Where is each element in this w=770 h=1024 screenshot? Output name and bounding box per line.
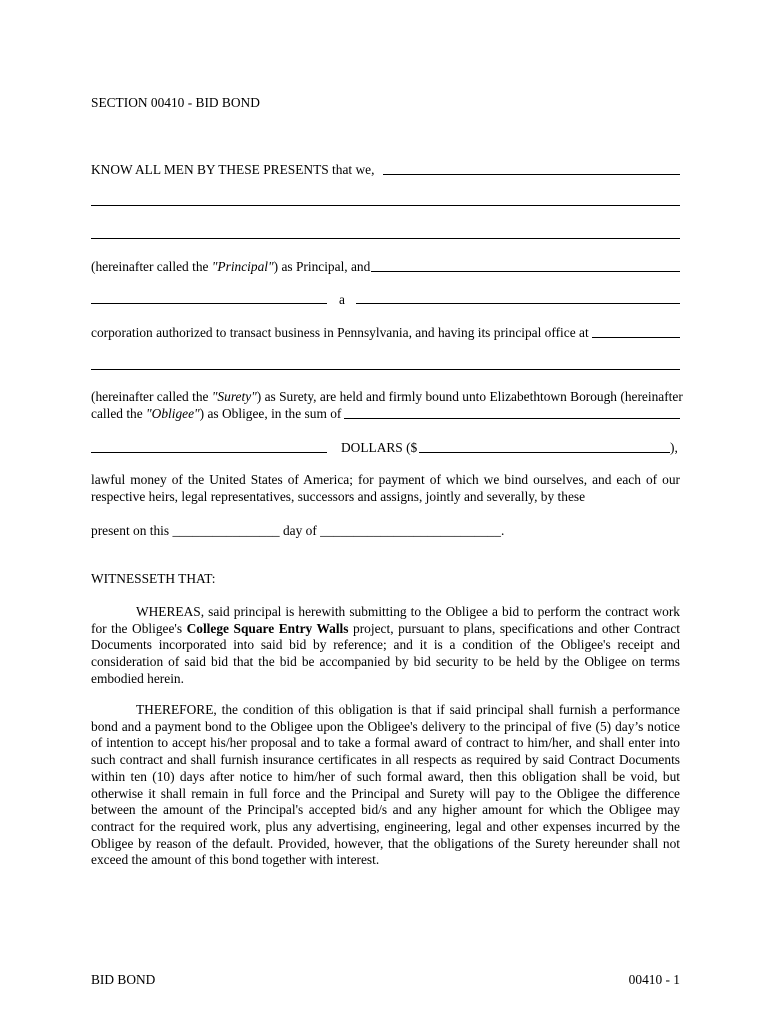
- present-line: present on this ________________ day of ___________________________.: [91, 523, 505, 538]
- sum-words-blank[interactable]: [344, 418, 680, 419]
- a-label: a: [339, 292, 345, 307]
- witnesseth-heading: WITNESSETH THAT:: [91, 571, 216, 586]
- month-blank[interactable]: ___________________________: [320, 523, 501, 538]
- principal-clause: (hereinafter called the "Principal") as Principal, and: [91, 259, 371, 274]
- therefore-paragraph: THEREFORE, the condition of this obligation is that if said principal shall furnish a performance bond and a payment bond to the Obligee upon the Obligee's delivery to the principal of five (5) day’s notice of intention to accept his/her proposal and to take a formal award of contract to him/her, and shall enter into such contract and shall furnish insurance certificates in all respects as required by said Contract Documents within ten (10) days after notice to him/her of such formal award, then this obligation shall be void, but otherwise it shall remain in full force and the Principal and Surety will pay to the Obligee the difference between the amount of the Principal's accepted bid/s and any higher amount for which the Obligee may contract for the required work, plus any advertising, engineering, legal and other expenses incurred by the Obligee by reason of the default. Provided, however, that the obligations of the Surety hereunder shall not exceed the amount of this bond together with interest.: [91, 702, 680, 868]
- dollars-close: ),: [670, 440, 678, 455]
- dollars-label: DOLLARS ($: [341, 440, 418, 455]
- obligee-clause: called the "Obligee") as Obligee, in the sum of: [91, 406, 342, 421]
- footer-left: BID BOND: [91, 972, 156, 987]
- project-name: College Square Entry Walls: [186, 620, 349, 636]
- sum-words-blank-2[interactable]: [91, 452, 327, 453]
- principal-address-blank[interactable]: [91, 238, 680, 239]
- principal-name-blank[interactable]: [383, 174, 680, 175]
- principal-office-blank-2[interactable]: [91, 369, 680, 370]
- lawful-money-text: lawful money of the United States of America; for payment of which we bind ourselves, and each of our respective heirs, legal representatives, successors and assigns, jointly and severally, by these: [91, 472, 680, 504]
- principal-name-blank-2[interactable]: [91, 205, 680, 206]
- surety-name-blank-2[interactable]: [91, 303, 327, 304]
- whereas-paragraph: WHEREAS, said principal is herewith submitting to the Obligee a bid to perform the contract work for the Obligee's College Square Entry Walls project, pursuant to plans, specifications and other Contract Documents incorporated into said bid by reference; and it is a condition of the Obligee's receipt and consideration of said bid that the bid be accompanied by bid security to be held by the Obligee on terms embodied herein.: [91, 604, 681, 686]
- section-title: SECTION 00410 - BID BOND: [91, 95, 260, 110]
- surety-name-blank[interactable]: [371, 271, 680, 272]
- surety-state-blank[interactable]: [356, 303, 680, 304]
- principal-office-blank[interactable]: [592, 337, 680, 338]
- know-all-text: KNOW ALL MEN BY THESE PRESENTS that we,: [91, 162, 375, 177]
- footer-page-number: 00410 - 1: [628, 972, 680, 987]
- sum-amount-blank[interactable]: [419, 452, 670, 453]
- surety-clause: (hereinafter called the "Surety") as Surety, are held and firmly bound unto Elizabethtown Borough (hereinafter: [91, 389, 683, 404]
- day-blank[interactable]: ________________: [172, 523, 280, 538]
- corporation-text: corporation authorized to transact business in Pennsylvania, and having its principal office at: [91, 325, 589, 340]
